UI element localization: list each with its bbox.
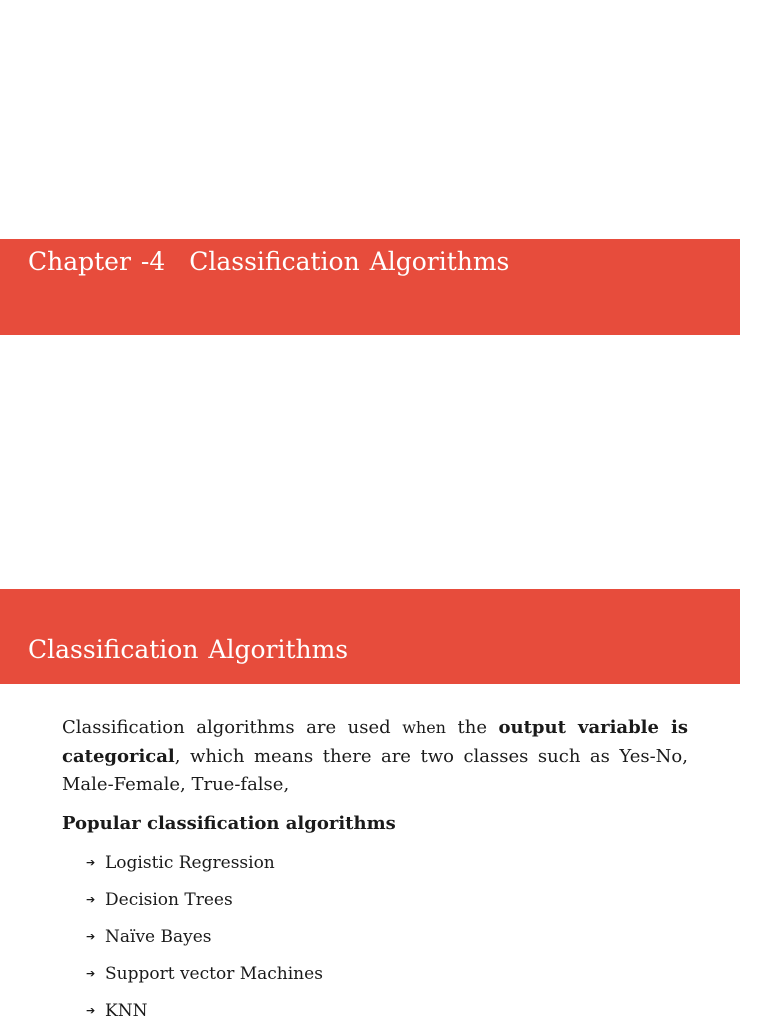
algorithm-list	[86, 849, 323, 1034]
intro-paragraph	[62, 714, 688, 800]
intro-bold-term: output variable is categorical	[62, 717, 689, 767]
arrow-right-icon: ➔	[86, 967, 96, 980]
algorithm-name: KNN	[105, 1001, 148, 1021]
chapter-title-banner	[0, 239, 740, 335]
algorithm-name: Support vector Machines	[105, 964, 323, 984]
algorithm-name: Decision Trees	[105, 890, 233, 910]
list-item	[86, 960, 323, 997]
list-item	[86, 886, 323, 923]
arrow-right-icon: ➔	[86, 930, 96, 943]
chapter-title	[28, 249, 509, 274]
intro-text-2: when	[402, 718, 446, 737]
section-title-banner	[0, 589, 740, 684]
list-item	[86, 849, 323, 886]
intro-text-3: the	[445, 717, 499, 738]
algorithm-name: Logistic Regression	[105, 853, 275, 873]
algorithms-subheading: Popular classification algorithms	[62, 813, 396, 834]
list-item	[86, 923, 323, 960]
algorithm-name: Naïve Bayes	[105, 927, 212, 947]
list-item	[86, 997, 323, 1034]
chapter-title-text: Classification Algorithms	[189, 247, 510, 276]
arrow-right-icon: ➔	[86, 893, 96, 906]
intro-text-4: , which means there are two classes such as Yes-No, Male-Female, True-false,	[62, 745, 688, 795]
arrow-right-icon: ➔	[86, 1004, 96, 1017]
arrow-right-icon: ➔	[86, 856, 96, 869]
section-title: Classification Algorithms	[28, 635, 349, 664]
chapter-label: Chapter -4	[28, 247, 166, 276]
intro-text-1: Classification algorithms are used	[62, 717, 403, 738]
